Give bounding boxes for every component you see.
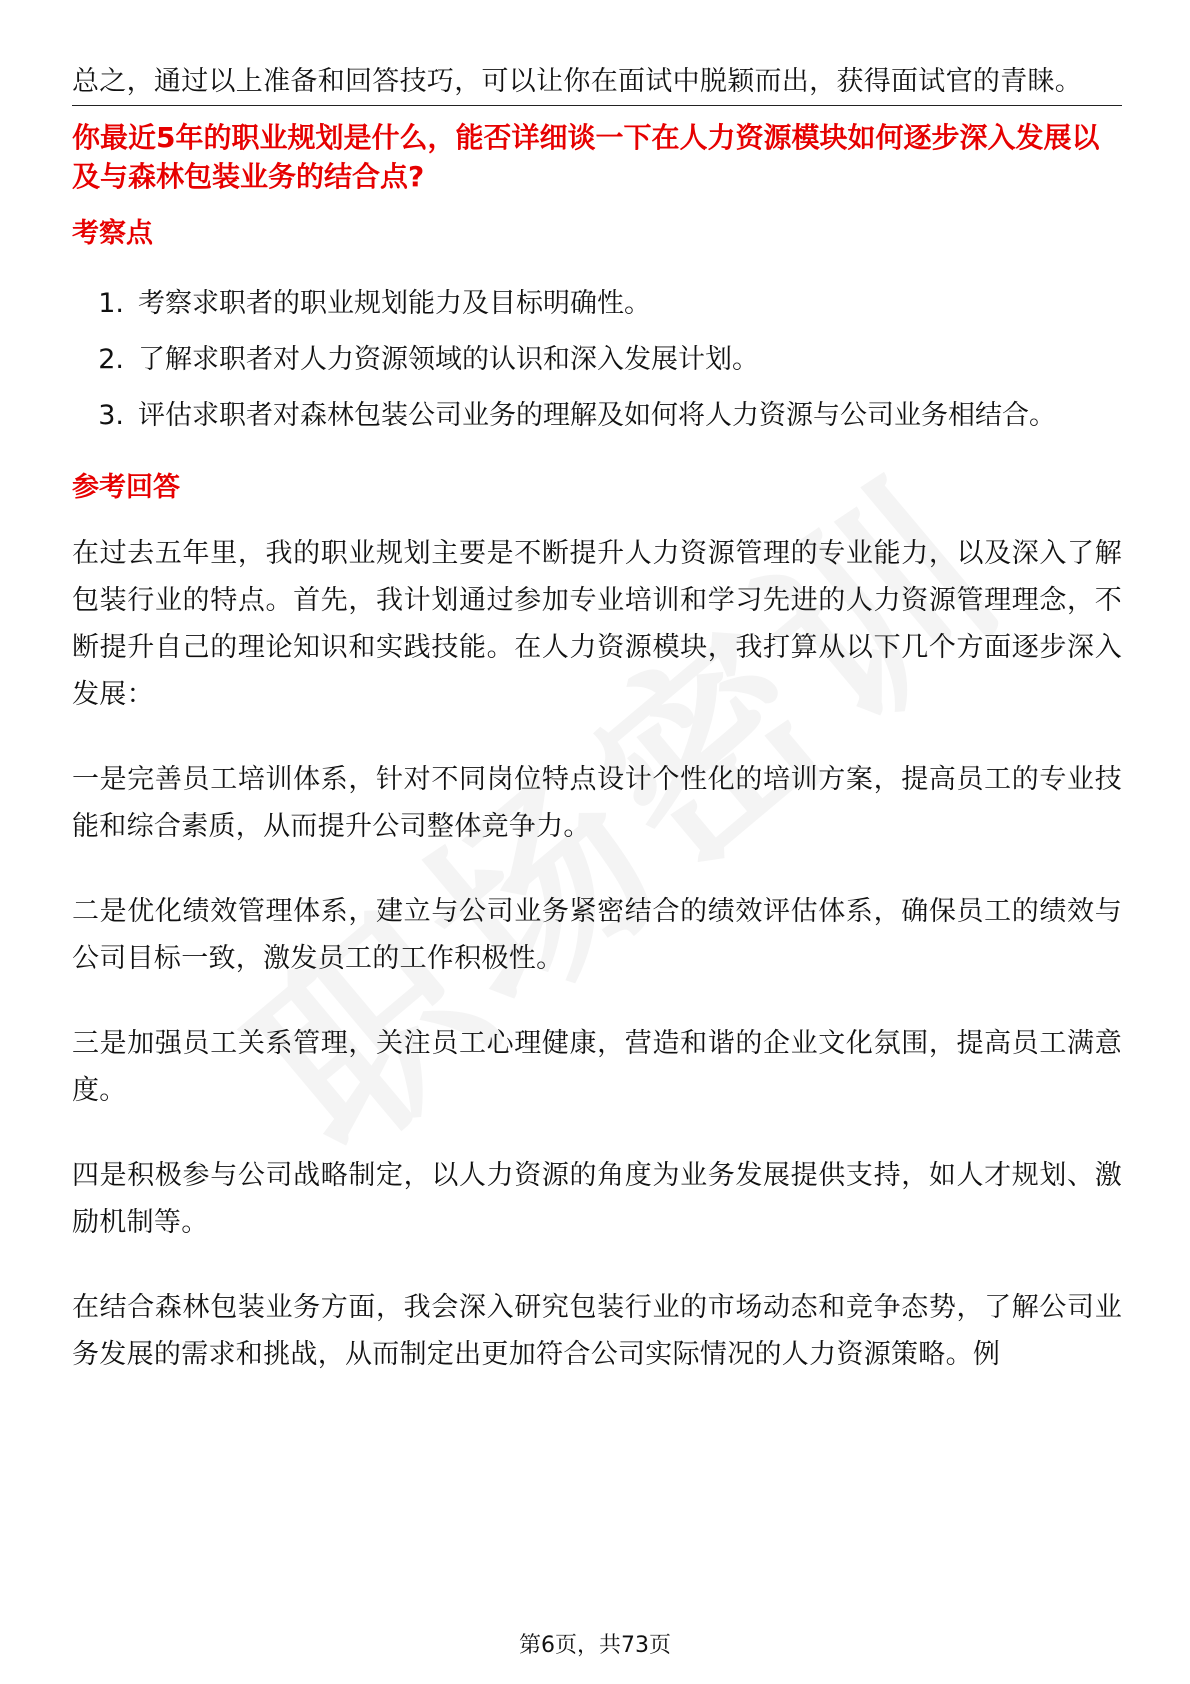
question-heading: 你最近5年的职业规划是什么，能否详细谈一下在人力资源模块如何逐步深入发展以及与森林包装业务的结合点? xyxy=(72,121,1100,193)
list-item-text: 考察求职者的职业规划能力及目标明确性。 xyxy=(138,288,651,319)
list-item xyxy=(72,332,1122,388)
page-content xyxy=(72,58,1122,1416)
answer-body xyxy=(72,530,1122,1378)
answer-heading: 参考回答 xyxy=(72,472,180,503)
points-heading: 考察点 xyxy=(72,218,153,249)
list-item-text: 了解求职者对人力资源领域的认识和深入发展计划。 xyxy=(138,344,759,375)
list-item-text: 评估求职者对森林包装公司业务的理解及如何将人力资源与公司业务相结合。 xyxy=(138,400,1056,431)
list-item-number: 2. xyxy=(98,344,124,375)
answer-paragraph: 三是加强员工关系管理，关注员工心理健康，营造和谐的企业文化氛围，提高员工满意度。 xyxy=(72,1028,1122,1106)
section-divider xyxy=(72,105,1122,106)
points-list xyxy=(72,276,1122,444)
answer-paragraph: 四是积极参与公司战略制定，以人力资源的角度为业务发展提供支持，如人才规划、激励机制等。 xyxy=(72,1160,1122,1238)
answer-paragraph: 二是优化绩效管理体系，建立与公司业务紧密结合的绩效评估体系，确保员工的绩效与公司目标一致，激发员工的工作积极性。 xyxy=(72,896,1122,974)
list-item xyxy=(72,388,1122,444)
answer-paragraph: 在结合森林包装业务方面，我会深入研究包装行业的市场动态和竞争态势，了解公司业务发展的需求和挑战，从而制定出更加符合公司实际情况的人力资源策略。例 xyxy=(72,1292,1122,1370)
list-item xyxy=(72,276,1122,332)
intro-paragraph: 总之，通过以上准备和回答技巧，可以让你在面试中脱颖而出，获得面试官的青睐。 xyxy=(72,66,1083,97)
answer-paragraph: 在过去五年里，我的职业规划主要是不断提升人力资源管理的专业能力，以及深入了解包装行业的特点。首先，我计划通过参加专业培训和学习先进的人力资源管理理念，不断提升自己的理论知识和实践技能。在人力资源模块，我打算从以下几个方面逐步深入发展： xyxy=(72,538,1122,710)
answer-paragraph: 一是完善员工培训体系，针对不同岗位特点设计个性化的培训方案，提高员工的专业技能和综合素质，从而提升公司整体竞争力。 xyxy=(72,764,1122,842)
page-number-footer: 第6页，共73页 xyxy=(519,1633,671,1658)
list-item-number: 1. xyxy=(98,288,124,319)
list-item-number: 3. xyxy=(98,400,124,431)
